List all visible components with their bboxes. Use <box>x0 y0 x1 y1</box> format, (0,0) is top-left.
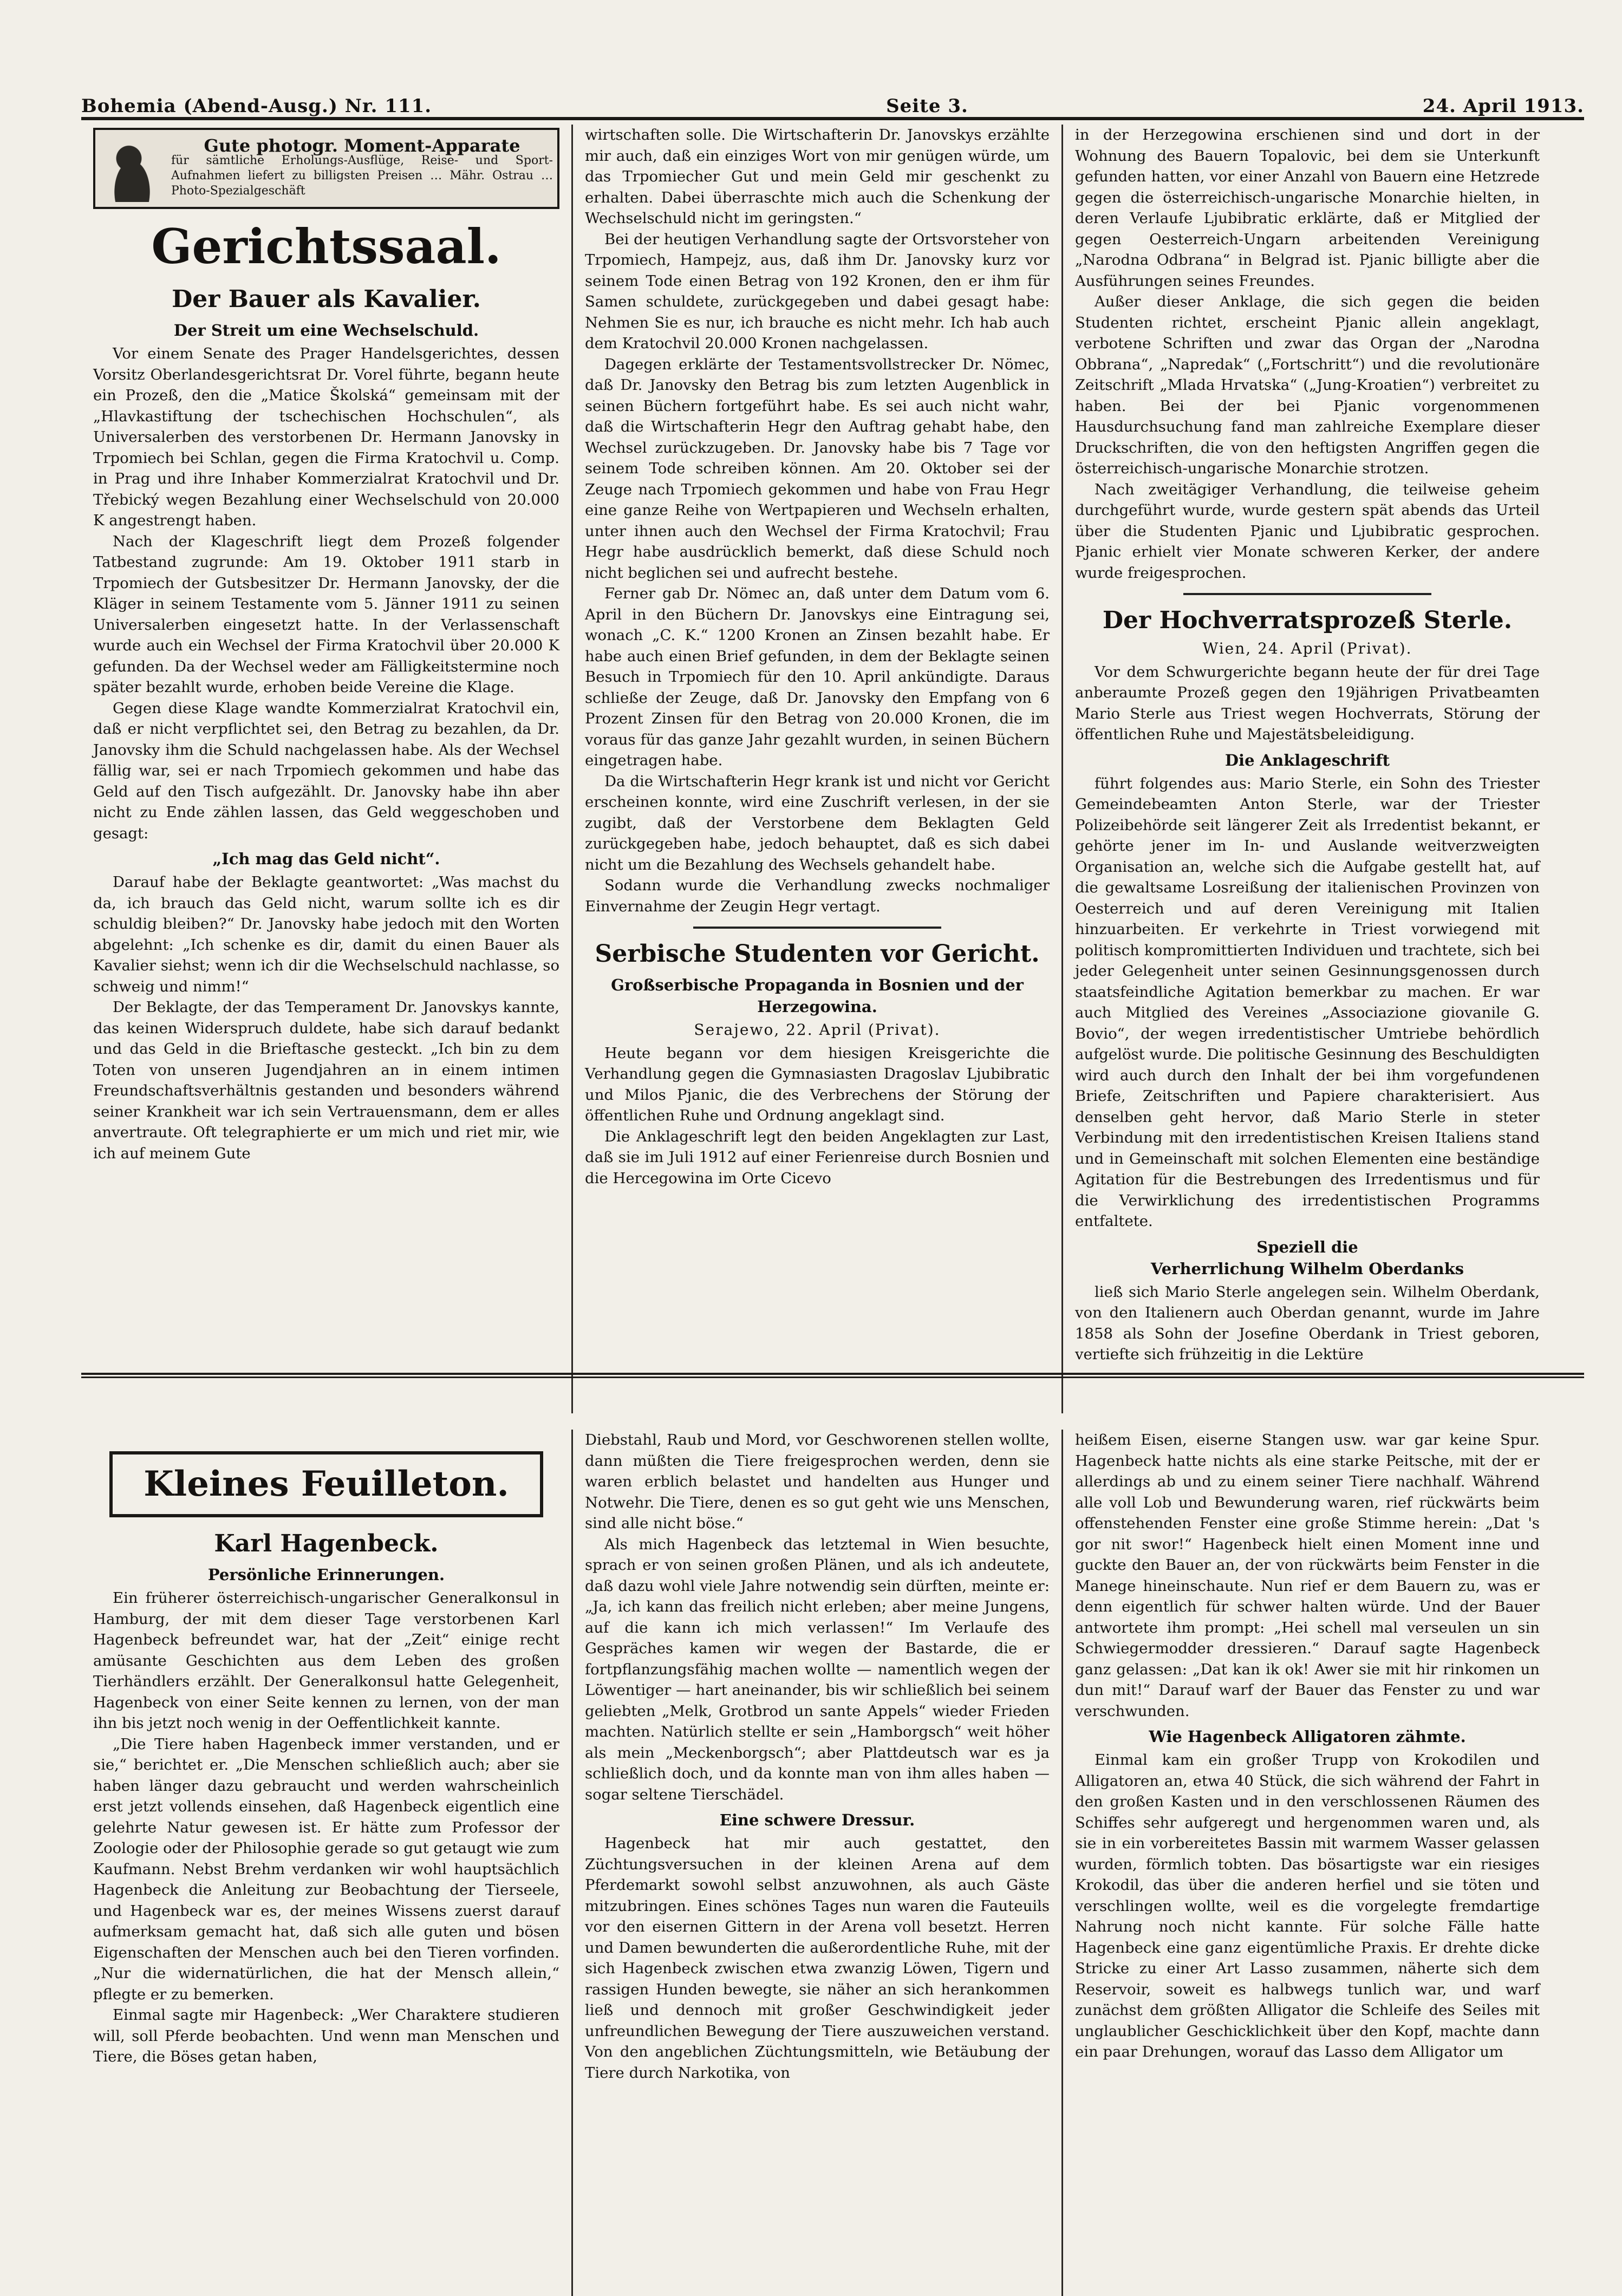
column-3 <box>1061 125 1552 1413</box>
article-title: Serbische Studenten vor Gericht. <box>595 940 1040 968</box>
article-subtitle: Großserbische Propaganda in Bosnien und der Herzegowina. <box>611 976 1024 1016</box>
paragraph: Dagegen erklärte der Testamentsvollstrecker Dr. Nömec, daß Dr. Janovsky den Betrag bis zum letzten Augenblick in seinen Büchern fortgeführt habe. Es sei auch nicht wahr, daß die Wirtschafterin Hegr den Auftrag gehabt habe, den Wechsel zurückzugeben. Dr. Janovsky habe bis 7 Tage vor seinem Tode schreiben können. Am 20. Oktober sei der Zeuge nach Trpomiech gekommen und habe von Frau Hegr eine ganze Reihe von Wertpapieren und Wechseln erhalten, unter ihnen auch den Wechsel der Firma Kratochvil; Frau Hegr habe ausdrücklich bemerkt, daß diese Schuld noch nicht beglichen sei und aufrecht bestehe. <box>585 355 1050 582</box>
paragraph: Bei der heutigen Verhandlung sagte der Ortsvorsteher von Trpomiech, Hampejz, aus, daß ihm Dr. Janovsky kurz vor seinem Tode einen Betrag von 192 Kronen, den er ihm für Samen schuldete, zurückgegeben und dabei gesagt habe: Nehmen Sie es nur, ich brauche es nicht mehr. Ich hab auch dem Kratochvil 20.000 Kronen nachgelassen. <box>585 230 1050 352</box>
article-subtitle: Der Streit um eine Wechselschuld. <box>173 321 479 340</box>
paragraph: Vor einem Senate des Prager Handelsgerichtes, dessen Vorsitz Oberlandesgerichtsrat Dr. Vorel führte, begann heute ein Prozeß, den die „Matice Školská“ gemeinsam mit der „Hlavkastiftung der tschechischen Hochschulen“, als Universalerben des verstorbenen Dr. Hermann Janovsky in Trpomiech bei Schlan, gegen die Firma Kratochvil u. Comp. in Prag und ihre Inhaber Kommerzialrat Kratochvil und Dr. Třebický wegen Bezahlung einer Wechselschuld von 20.000 K angestrengt haben. <box>93 345 559 529</box>
paragraph: Ferner gab Dr. Nömec an, daß unter dem Datum vom 6. April in den Büchern Dr. Janovskys eine Eintragung sei, wonach „C. K.“ 1200 Kronen an Zinsen bezahlt habe. Er habe auch einen Brief gefunden, in dem der Beklagte seinen Besuch in Trpomiech für den 10. April ankündigte. Daraus schließe der Zeuge, daß Dr. Janovsky den Empfang von 6 Prozent Zinsen für den Betrag von 20.000 Kronen, die im voraus für das ganze Jahr gezahlt wurden, in seinen Büchern eingetragen habe. <box>585 585 1050 769</box>
article-subtitle: Persönliche Erinnerungen. <box>207 1566 445 1584</box>
article-title: Karl Hagenbeck. <box>214 1530 439 1557</box>
sub-heading: Verherrlichung Wilhelm Oberdanks <box>1150 1259 1464 1278</box>
paragraph: wirtschaften solle. Die Wirtschafterin Dr. Janovskys erzählte mir auch, daß ein einziges Wort von mir genügen würde, um das Trpomiecher Gut und mein Geld mir geschenkt zu erhalten. Dabei überraschte mich auch die Schenkung der Wechselschuld nicht im geringsten.“ <box>585 126 1050 227</box>
column-1 <box>81 125 571 1413</box>
paragraph: ließ sich Mario Sterle angelegen sein. Wilhelm Oberdank, von den Italienern auch Oberdan genannt, wurde im Jahre 1858 als Sohn der Josefine Oberdank in Triest geboren, vertiefte sich frühzeitig in die Lektüre <box>1075 1283 1540 1363</box>
feuilleton-columns <box>81 1430 1584 2296</box>
paragraph: Gegen diese Klage wandte Kommerzialrat Kratochvil ein, daß er nicht verpflichtet sei, den Betrag zu bezahlen, da Dr. Janovsky ihm die Schuld nachgelassen habe. Als der Wechsel fällig war, sei er nach Trpomiech gekommen und habe das Geld auf den Tisch aufgezählt. Dr. Janovsky habe ihn aber nicht zu Ende zählen lassen, das Geld weggeschoben und gesagt: <box>93 699 559 842</box>
page-number: Seite 3. <box>886 95 968 117</box>
paragraph: Der Beklagte, der das Temperament Dr. Janovskys kannte, das keinen Widerspruch duldete, habe sich darauf bedankt und das Geld in die Brieftasche gesteckt. „Ich bin zu dem Toten von unseren Jugendjahren an in einem intimen Freundschaftsverhältnis gestanden und besonders während seiner Krankheit war ich sein Vertrauensmann, dem er alles anvertraute. Oft telegraphierte er um mich und riet mir, wie ich auf meinem Gute <box>93 999 559 1162</box>
sub-heading: Die Anklageschrift <box>1224 751 1390 769</box>
paragraph: Einmal sagte mir Hagenbeck: „Wer Charaktere studieren will, soll Pferde beobachten. Und wenn man Menschen und Tiere, die Böses getan haben, <box>93 2006 559 2065</box>
dateline: Wien, 24. April (Privat). <box>1202 640 1412 657</box>
sub-heading: Speziell die <box>1256 1237 1358 1256</box>
section-title-gerichtssaal: Gerichtssaal. <box>151 218 501 275</box>
section-title-feuilleton: Kleines Feuilleton. <box>109 1451 543 1517</box>
article-title: Der Hochverratsprozeß Sterle. <box>1102 606 1513 634</box>
paragraph: heißem Eisen, eiserne Stangen usw. war gar keine Spur. Hagenbeck hatte nichts als eine starke Peitsche, mit der er allerdings ab und zu einem seiner Tiere nachhalf. Während alle voll Lob und Bewunderung waren, rief rückwärts beim offenstehenden Fenster eine große Stimme herein: „Dat 's gor nit swor!“ Hagenbeck hielt einen Moment inne und guckte den Bauer an, der von rückwärts beim Fenster in die Manege hineinschaute. Nun rief er dem Bauern zu, was er denn eigentlich für schwer halten würde. Und der Bauer antwortete ihm prompt: „Hei schell mal verseulen un sin Schwiegermodder dressieren.“ Darauf sagte Hagenbeck ganz gelassen: „Dat kan ik ok! Awer sie mit hir rinkomen un dun mit!“ Darauf warf der Bauer das Fenster zu und war verschwunden. <box>1075 1431 1540 1720</box>
paragraph: Als mich Hagenbeck das letztemal in Wien besuchte, sprach er von seinen großen Plänen, und als ich andeutete, daß dazu wohl viele Jahre notwendig sein dürften, meinte er: „Ja, ich kann das freilich nicht erleben; aber meine Jungens, auf die kann ich mich verlassen!“ Im Verlaufe des Gespräches kamen wir wegen der Bastarde, die er fortpflanzungsfähig machen wollte — namentlich wegen der Löwentiger — hart aneinander, bis wir schließlich bei seinem geliebten „Melk, Grotbrod un sante Appels“ wieder Frieden machten. Natürlich stellte er sein „Hamborgsch“ weit höher als mein „Meckenborgsch“; aber Plattdeutsch war es ja schließlich doch, und da konnte man von ihm alles haben — sogar seltene Tierschädel. <box>585 1535 1050 1803</box>
paragraph: Außer dieser Anklage, die sich gegen die beiden Studenten richtet, erscheint Pjanic allein angeklagt, verbotene Schriften und zwar das Organ der „Narodna Obbrana“, „Napredak“ („Fortschritt“) und die revolutionäre Zeitschrift „Mlada Hrvatska“ („Jung-Kroatien“) verbreitet zu haben. Bei der bei Pjanic vorgenommenen Hausdurchsuchung fand man zahlreiche Exemplare dieser Druckschriften, die von den heftigsten Angriffen gegen die österreichisch-ungarische Monarchie strotzen. <box>1075 293 1540 477</box>
feuilleton-column-3 <box>1061 1430 1552 2296</box>
feuilleton-column-1 <box>81 1430 571 2296</box>
paragraph: Darauf habe der Beklagte geantwortet: „Was machst du da, ich brauch das Geld nicht, warum sollte ich es dir schuldig bleiben?“ Dr. Janovsky habe jedoch mit den Worten abgelehnt: „Ich schenke es dir, damit du einen Bauer als Kavalier siehst; wenn ich dir die Wechselschuld nachlasse, so schweig und nimm!“ <box>93 873 559 995</box>
issue-date: 24. April 1913. <box>1422 95 1584 117</box>
camera-advertisement <box>93 128 559 209</box>
paragraph: Nach der Klageschrift liegt dem Prozeß folgender Tatbestand zugrunde: Am 19. Oktober 1911 starb in Trpomiech der Gutsbesitzer Dr. Hermann Janovsky, der die Kläger in seinem Testamente vom 5. Jänner 1911 zu seinen Universalerben eingesetzt hatte. In der Verlassenschaft wurde auch ein Wechsel der Firma Kratochvil über 20.000 K gefunden. Da der Wechsel weder am Fälligkeitstermine noch später bezahlt wurde, erhoben beide Vereine die Klage. <box>93 532 559 696</box>
paragraph: Nach zweitägiger Verhandlung, die teilweise geheim durchgeführt wurde, wurde gestern spät abends das Urteil über die Studenten Pjanic und Ljubibratic gesprochen. Pjanic erhielt vier Monate schweren Kerker, der andere wurde freigesprochen. <box>1075 480 1540 582</box>
paragraph: Hagenbeck hat mir auch gestattet, den Züchtungsversuchen in der kleinen Arena auf dem Pferdemarkt sowohl selbst anzuwohnen, als auch Gäste mitzubringen. Eines schönes Tages nun waren die Fauteuils vor den eisernen Gittern in der Arena voll besetzt. Herren und Damen bewunderten die außerordentliche Ruhe, mit der sich Hagenbeck zwischen etwa zwanzig Löwen, Tigern und rassigen Hunden bewegte, sie näher an sich herankommen ließ und dennoch mit großer Geschwindigkeit jeder unfreundlichen Bewegung der Tiere auszuweichen verstand. Von den angeblichen Züchtungsmitteln, wie Betäubung der Tiere durch Narkotika, von <box>585 1835 1050 2082</box>
paragraph: Da die Wirtschafterin Hegr krank ist und nicht vor Gericht erscheinen konnte, wird eine Zuschrift verlesen, in der sie zugibt, daß der Verstorbene dem Beklagten Geld zurückgegeben habe, jedoch behauptet, daß es sich dabei nicht um die Bezahlung des Wechsels gehandelt habe. <box>585 772 1050 873</box>
paragraph: in der Herzegowina erschienen sind und dort in der Wohnung des Bauern Topalovic, bei dem sie Unterkunft gefunden hatten, vor einer Anzahl von Bauern eine Hetzrede gegen die österreichisch-ungarische Monarchie hielten, in deren Verlaufe Ljubibratic erklärte, daß er Mitglied der gegen Oesterreich-Ungarn arbeitenden Vereinigung „Narodna Odbrana“ in Belgrad ist. Pjanic billigte aber die Ausführungen seines Freundes. <box>1075 126 1540 290</box>
horizontal-rule <box>81 1373 1584 1378</box>
paragraph: Heute begann vor dem hiesigen Kreisgerichte die Verhandlung gegen die Gymnasiasten Dragoslav Ljubibratic und Milos Pjanic, die des Verbrechens der Störung der öffentlichen Ruhe und Ordnung angeklagt sind. <box>585 1044 1050 1124</box>
page-header <box>81 81 1584 120</box>
quote-heading: „Ich mag das Geld nicht“. <box>212 850 440 868</box>
article-title: Der Bauer als Kavalier. <box>172 285 481 313</box>
paragraph: „Die Tiere haben Hagenbeck immer verstanden, und er sie,“ berichtet er. „Die Menschen schließlich auch; aber sie haben länger dazu gebraucht und werden wahrscheinlich erst jetzt vollends einsehen, daß Hagenbeck eigentlich eine gelehrte Natur gewesen ist. Er hätte zum Professor der Zoologie oder der Philosophie gerade so gut getaugt wie zum Kaufmann. Nebst Brehm verdanken wir wohl hauptsächlich Hagenbeck die Anleitung zur Beobachtung der Tierseele, und Hagenbeck war es, der meines Wissens zuerst darauf aufmerksam gemacht hat, daß sich alle guten und bösen Eigenschaften der Menschen auch bei den Tieren vorfinden. „Nur die widernatürlichen, die hat der Mensch allein,“ pflegte er zu bemerken. <box>93 1735 559 2003</box>
masthead-issue: Bohemia (Abend-Ausg.) Nr. 111. <box>81 95 432 117</box>
top-columns <box>81 125 1584 1413</box>
ad-text: für sämtliche Erholungs-Ausflüge, Reise- und Sport-Aufnahmen liefert zu billigsten Preisen … Mähr. Ostrau … Photo-Spezialgeschäft <box>171 154 553 198</box>
paragraph: Die Anklageschrift legt den beiden Angeklagten zur Last, daß sie im Juli 1912 auf einer Ferienreise durch Bosnien und die Hercegowina im Orte Cicevo <box>585 1127 1050 1187</box>
sub-heading: Eine schwere Dressur. <box>719 1811 915 1829</box>
column-2 <box>571 125 1061 1413</box>
photographer-illustration <box>100 135 165 202</box>
sub-heading: Wie Hagenbeck Alligatoren zähmte. <box>1149 1727 1466 1746</box>
paragraph: Sodann wurde die Verhandlung zwecks nochmaliger Einvernahme der Zeugin Hegr vertagt. <box>585 877 1050 915</box>
dateline: Serajewo, 22. April (Privat). <box>694 1021 941 1039</box>
paragraph: Diebstahl, Raub und Mord, vor Geschworenen stellen wollte, dann müßten die Tiere freigesprochen werden, denn sie waren erblich belastet und handelten aus Hunger und Notwehr. Die Tiere, denen es so gut geht wie uns Menschen, sind alle nicht böse.“ <box>585 1431 1050 1532</box>
paragraph: Vor dem Schwurgerichte begann heute der für drei Tage anberaumte Prozeß gegen den 19jährigen Privatbeamten Mario Sterle aus Triest wegen Hochverrats, Störung der öffentlichen Ruhe und Majestätsbeleidigung. <box>1075 663 1540 743</box>
ad-title: Gute photogr. Moment-Apparate <box>204 135 520 156</box>
paragraph: Einmal kam ein großer Trupp von Krokodilen und Alligatoren an, etwa 40 Stück, die sich während der Fahrt in den großen Kasten und in den verschlossenen Räumen des Schiffes sehr aufgeregt und hergenommen waren und, als sie in ein vorbereitetes Bassin mit warmem Wasser gelassen wurden, förmlich tobten. Das bösartigste war ein riesiges Krokodil, das über die anderen herfiel und sie töten und verschlingen wollte, weil es die vorgelegte fremdartige Nahrung noch nicht kannte. Für solche Fälle hatte Hagenbeck eine ganz eigentümliche Praxis. Er drehte dicke Stricke zu einer Art Lasso zusammen, näherte sich dem Reservoir, soweit es halbwegs tunlich war, und warf zunächst dem größten Alligator die Schleife des Seiles mit unglaublicher Geschicklichkeit über den Kopf, machte dann ein paar Drehungen, worauf das Lasso dem Alligator um <box>1075 1751 1540 2060</box>
paragraph: führt folgendes aus: Mario Sterle, ein Sohn des Triester Gemeindebeamten Anton Sterle, war der Triester Polizeibehörde seit längerer Zeit als Irredentist bekannt, er gehörte jener im In- und Auslande weitverzweigten Organisation an, welche sich die Aufgabe gestellt hat, auf die gewaltsame Losreißung der italienischen Provinzen von Oesterreich und auf deren Vereinigung mit Italien hinzuarbeiten. Er verkehrte in Triest vorwiegend mit politisch kompromittierten Individuen und trachtete, sich bei jeder Gelegenheit unter seinen Gesinnungsgenossen durch staatsfeindliche Agitation bemerkbar zu machen. Er war auch Mitglied des Vereines „Associazione giovanile G. Bovio“, der wegen irredentistischer Umtriebe behördlich aufgelöst wurde. Die politische Gesinnung des Beschuldigten wird auch durch den Inhalt der bei ihm vorgefundenen Briefe, Zeitschriften und Papiere charakterisiert. Aus denselben geht hervor, daß Mario Sterle in steter Verbindung mit den irredentistischen Kreisen Italiens stand und in Gemeinschaft mit solchen Elementen eine beständige Agitation für die Bestrebungen des Irredentismus und für die Verwirklichung des irredentistischen Programms entfaltete. <box>1075 774 1540 1230</box>
feuilleton-column-2 <box>571 1430 1061 2296</box>
divider <box>1183 593 1431 595</box>
paragraph: Ein früherer österreichisch-ungarischer Generalkonsul in Hamburg, der mit dem dieser Tage verstorbenen Karl Hagenbeck befreundet war, hat der „Zeit“ einige recht amüsante Geschichten aus dem Leben des großen Tierhändlers erzählt. Der Generalkonsul hatte Gelegenheit, Hagenbeck von einer Seite kennen zu lernen, von der man ihn bis jetzt noch wenig in der Oeffentlichkeit kannte. <box>93 1589 559 1732</box>
divider <box>693 927 941 929</box>
